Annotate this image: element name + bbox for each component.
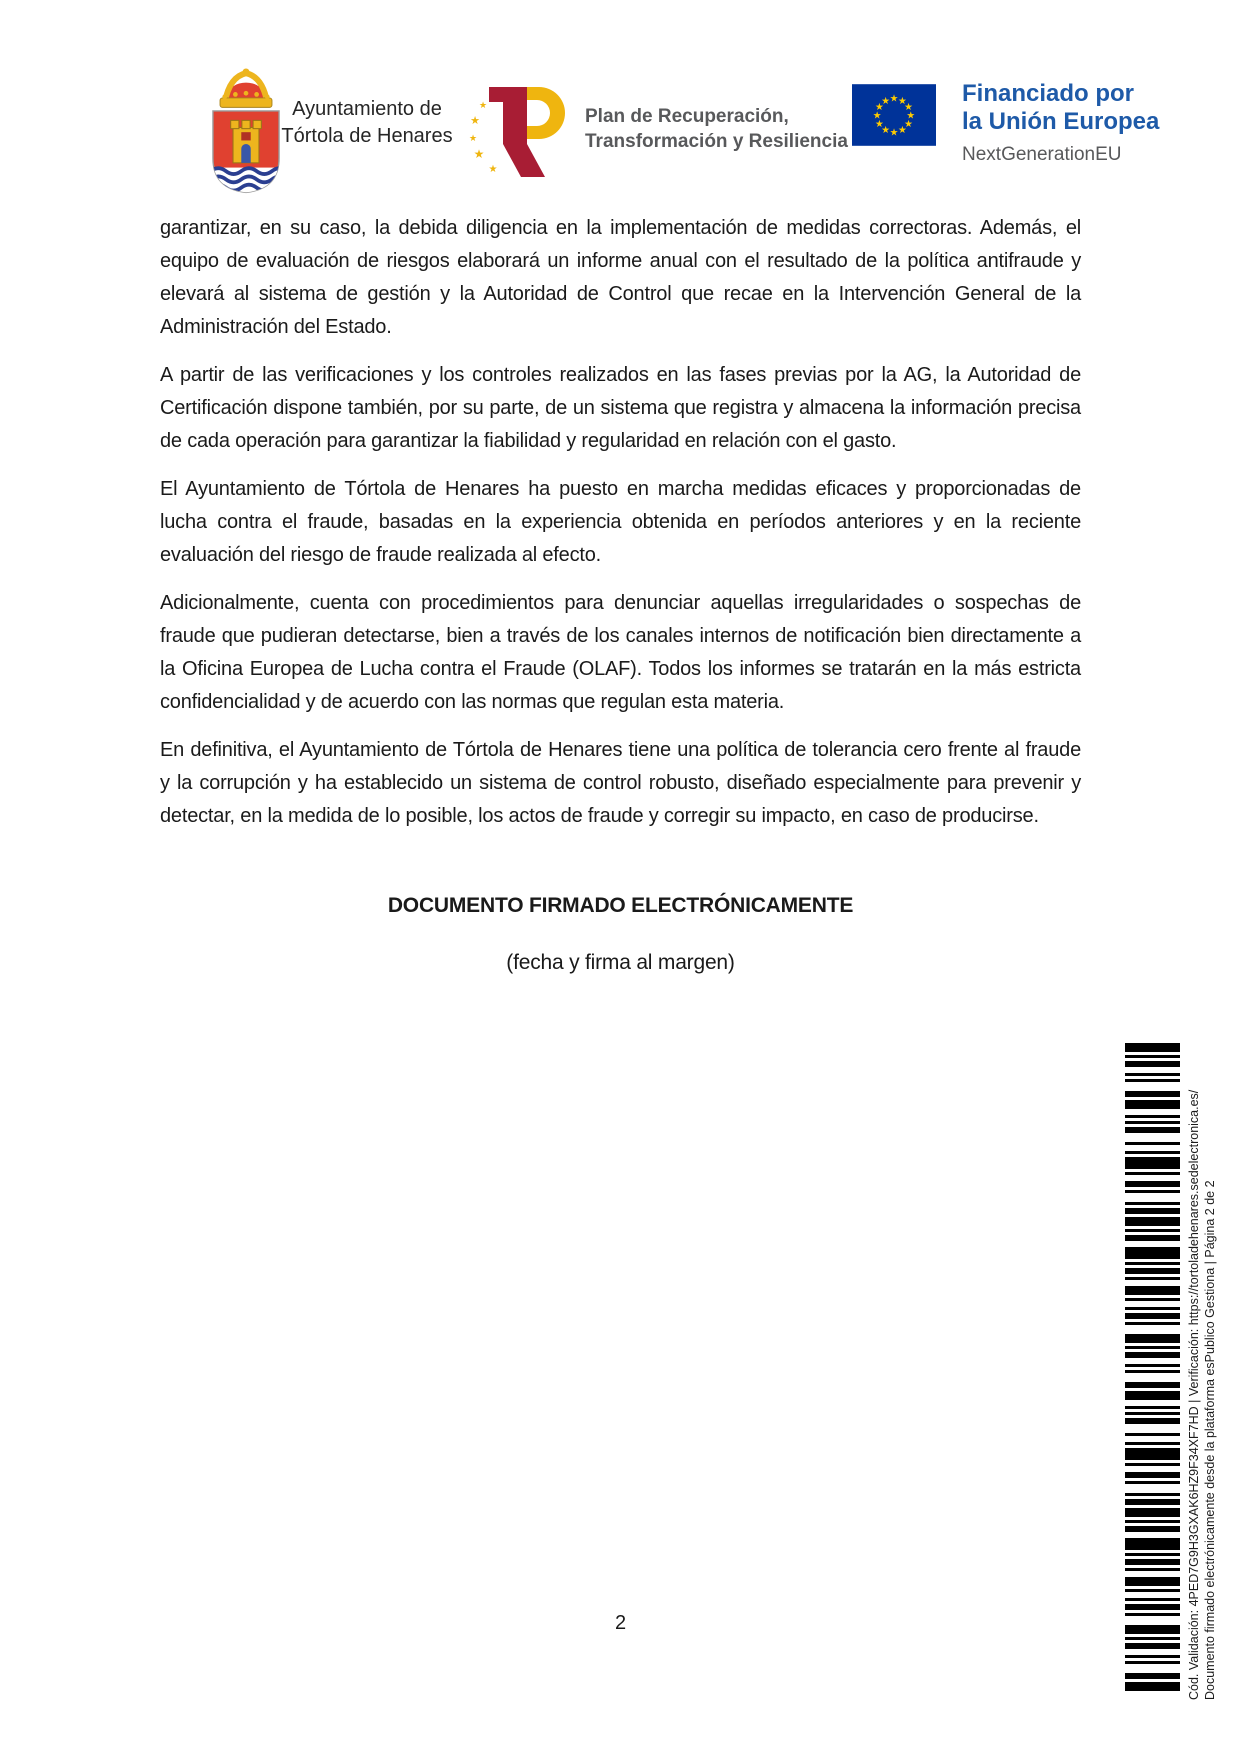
svg-text:★: ★ xyxy=(898,95,907,107)
svg-text:★: ★ xyxy=(470,114,480,127)
prtr-logo-icon xyxy=(460,82,578,182)
eu-funded-line1: Financiado por xyxy=(962,80,1135,107)
eu-program-name: NextGenerationEU xyxy=(962,144,1122,165)
validation-margin-text xyxy=(1186,1043,1220,1700)
eu-flag-icon xyxy=(852,82,936,148)
svg-text:★: ★ xyxy=(488,164,498,175)
prtr-wordmark-line2: Transformación y Resiliencia xyxy=(585,131,848,152)
page-number: 2 xyxy=(614,1612,627,1634)
platform-page-line: Documento firmado electrónicamente desde la plataforma esPublico Gestiona | Página 2 de 2 xyxy=(1203,1180,1217,1700)
validation-code-line: Cód. Validación: 4PED7G9H3GXAK6HZ9F34XF7HD | Verificación: https://tortoladehenares.sedelectronica.es/ xyxy=(1187,1089,1201,1700)
svg-text:★: ★ xyxy=(881,95,890,107)
paragraph: En definitiva, el Ayuntamiento de Tórtola de Henares tiene una política de tolerancia cero frente al fraude y la corrupción y ha establecido un sistema de control robusto, diseñado especialmente para prevenir y detectar, en la medida de lo posible, los actos de fraude y corregir su impacto, en caso de producirse. xyxy=(160,739,1081,827)
svg-text:★: ★ xyxy=(478,101,488,111)
svg-text:★: ★ xyxy=(904,118,913,130)
paragraph: garantizar, en su caso, la debida diligencia en la implementación de medidas correctoras. Además, el equipo de evaluación de riesgos elaborará un informe anual con el resultado de la política antifraude y elevará al sistema de gestión y la Autoridad de Control que recae en la Intervención General de la Administración del Estado. xyxy=(160,217,1081,338)
prtr-wordmark xyxy=(585,104,848,154)
svg-text:★: ★ xyxy=(872,110,882,122)
signature-title: DOCUMENTO FIRMADO ELECTRÓNICAMENTE xyxy=(387,894,854,917)
validation-barcode xyxy=(1125,1043,1180,1693)
svg-text:★: ★ xyxy=(889,127,899,139)
eu-funded-line2: la Unión Europea xyxy=(962,108,1160,135)
svg-text:★: ★ xyxy=(875,102,884,114)
paragraph: Adicionalmente, cuenta con procedimientos para denunciar aquellas irregularidades o sospechas de fraude que pudieran detectarse, bien a través de los canales internos de notificación bien directamente a la Oficina Europea de Lucha contra el Fraude (OLAF). Todos los informes se tratarán en la más estricta confidencialidad y de acuerdo con las normas que regulan esta materia. xyxy=(160,592,1081,713)
signature-block xyxy=(160,889,1081,979)
svg-text:★: ★ xyxy=(889,93,899,105)
municipality-name-line2: Tórtola de Henares xyxy=(281,125,453,147)
paragraph: El Ayuntamiento de Tórtola de Henares ha puesto en marcha medidas eficaces y proporcionadas de lucha contra el fraude, basadas en la experiencia obtenida en períodos anteriores y en la reciente evaluación del riesgo de fraude realizada al efecto. xyxy=(160,478,1081,566)
municipality-name xyxy=(272,96,462,150)
prtr-wordmark-line1: Plan de Recuperación, xyxy=(585,106,789,127)
municipality-name-line1: Ayuntamiento de xyxy=(292,98,442,120)
svg-text:★: ★ xyxy=(906,110,916,122)
signature-note: (fecha y firma al margen) xyxy=(506,951,735,974)
svg-text:★: ★ xyxy=(898,125,907,137)
svg-text:★: ★ xyxy=(473,147,485,161)
eu-funding-wordmark xyxy=(962,80,1159,166)
paragraph: A partir de las verificaciones y los controles realizados en las fases previas por la AG, la Autoridad de Certificación dispone también, por su parte, de un sistema que registra y almacena la información precisa de cada operación para garantizar la fiabilidad y regularidad en relación con el gasto. xyxy=(160,364,1081,452)
svg-text:★: ★ xyxy=(468,134,478,144)
svg-text:★: ★ xyxy=(904,102,913,114)
svg-text:★: ★ xyxy=(875,118,884,130)
document-body xyxy=(160,212,1081,979)
svg-text:★: ★ xyxy=(881,125,890,137)
